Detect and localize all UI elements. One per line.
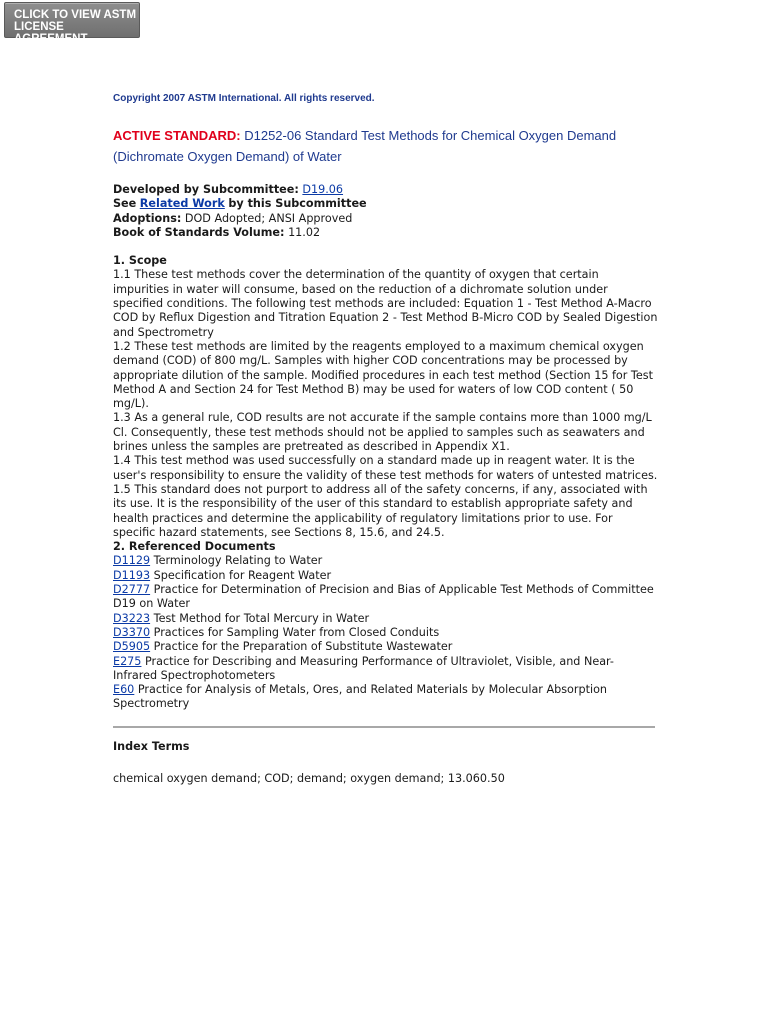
license-agreement-button[interactable]: [4, 2, 140, 45]
copyright-notice: Copyright 2007 ASTM International. All rights reserved.: [113, 93, 375, 104]
standard-title: D1252-06 Standard Test Methods for Chemical Oxygen Demand (Dichromate Oxygen Demand) of Water: [113, 128, 617, 164]
reference-item: D5905 Practice for the Preparation of Substitute Wastewater: [113, 640, 453, 654]
reference-item: D1129 Terminology Relating to Water: [113, 554, 323, 568]
reference-link[interactable]: E60: [113, 683, 135, 697]
reference-item: D3370 Practices for Sampling Water from Closed Conduits: [113, 625, 440, 639]
reference-link[interactable]: D1193: [113, 568, 151, 582]
reference-link[interactable]: E275: [113, 654, 142, 668]
reference-item: E60 Practice for Analysis of Metals, Ores, and Related Materials by Molecular Absorption Spectrometry: [113, 683, 608, 711]
referenced-documents-heading: 2. Referenced Documents: [113, 540, 276, 554]
reference-item: E275 Practice for Describing and Measuring Performance of Ultraviolet, Visible, and Near-Infrared Spectrophotometers: [113, 654, 614, 682]
reference-link[interactable]: D3370: [113, 625, 151, 639]
related-work-link[interactable]: Related Work: [139, 197, 225, 211]
volume-label: Book of Standards Volume:: [113, 225, 285, 239]
related-work-row: [113, 197, 658, 211]
developed-by-row: [113, 183, 658, 197]
license-button-line1: CLICK TO VIEW ASTM: [14, 9, 137, 21]
scope-paragraph: 1.5 This standard does not purport to address all of the safety concerns, if any, associated with its use. It is the responsibility of the user of this standard to establish appropriate safety and health practices and determine the applicability of regulatory limitations prior to use. For specific hazard statements, see Sections 8, 15.6, and 24.5.: [113, 482, 648, 539]
scope-heading: 1. Scope: [113, 254, 167, 268]
scope-paragraph: 1.3 As a general rule, COD results are not accurate if the sample contains more than 1000 mg/L Cl. Consequently, these test methods should not be applied to samples such as seawaters and brines unless the samples are pretreated as described in Appendix X1.: [113, 411, 652, 454]
standard-metadata: [113, 183, 658, 240]
license-button-line2: LICENSE AGREEMENT: [14, 21, 88, 45]
subcommittee-link[interactable]: D19.06: [302, 183, 344, 196]
volume-row: [113, 226, 658, 240]
active-standard-label: ACTIVE STANDARD:: [113, 128, 241, 143]
reference-link[interactable]: D3223: [113, 611, 151, 625]
reference-item: D1193 Specification for Reagent Water: [113, 568, 332, 582]
scope-paragraph: 1.4 This test method was used successfully on a standard made up in reagent water. It is the user's responsibility to ensure the validity of these test methods for waters of untested matrices.: [113, 454, 658, 482]
adoptions-label: Adoptions:: [113, 211, 182, 225]
document-content: [113, 92, 658, 786]
by-this-subcommittee-label: by this Subcommittee: [228, 197, 367, 211]
section-divider: [113, 726, 655, 728]
reference-link[interactable]: D2777: [113, 583, 151, 597]
index-terms-heading: Index Terms: [113, 739, 190, 753]
reference-link[interactable]: D1129: [113, 554, 151, 568]
see-label: See: [113, 197, 137, 211]
page-title: [113, 125, 658, 167]
standard-body: [113, 254, 658, 712]
reference-item: D3223 Test Method for Total Mercury in Water: [113, 611, 370, 625]
scope-paragraph: 1.1 These test methods cover the determination of the quantity of oxygen that certain impurities in water will consume, based on the reduction of a dichromate solution under specified conditions. The following test methods are included: Equation 1 - Test Method A-Macro COD by Reflux Digestion and Titration Equation 2 - Test Method B-Micro COD by Sealed Digestion and Spectrometry: [113, 268, 658, 339]
developed-by-label: Developed by Subcommittee:: [113, 183, 299, 196]
reference-item: D2777 Practice for Determination of Precision and Bias of Applicable Test Methods of Committee D19 on Water: [113, 583, 654, 611]
volume-value: 11.02: [288, 225, 321, 239]
adoptions-value: DOD Adopted; ANSI Approved: [184, 211, 353, 225]
index-terms-list: chemical oxygen demand; COD; demand; oxygen demand; 13.060.50: [113, 771, 505, 785]
reference-link[interactable]: D5905: [113, 640, 151, 654]
adoptions-row: [113, 212, 658, 226]
scope-paragraph: 1.2 These test methods are limited by the reagents employed to a maximum chemical oxygen demand (COD) of 800 mg/L. Samples with higher COD concentrations may be processed by appropriate dilution of the sample. Modified procedures in each test method (Section 15 for Test Method A and Section 24 for Test Method B) may be used for waters of low COD content ( 50 mg/L).: [113, 339, 653, 411]
